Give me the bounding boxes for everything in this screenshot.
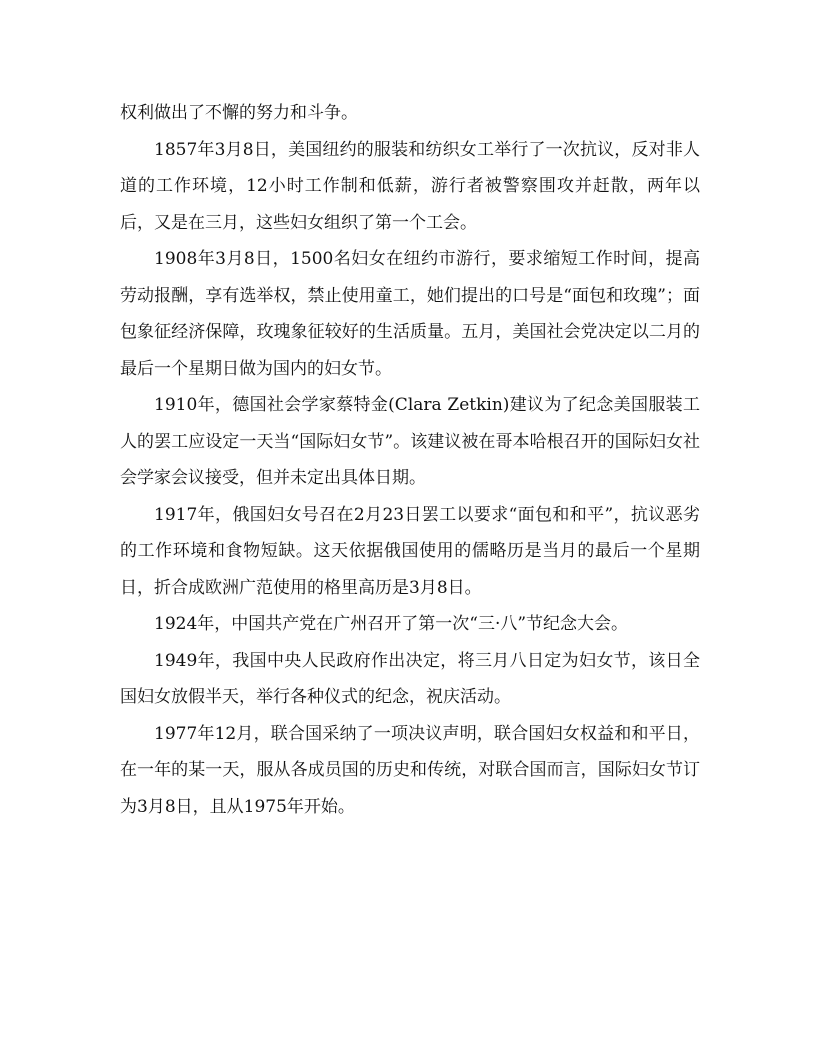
- paragraph-1910: 1910年，德国社会学家蔡特金(Clara Zetkin)建议为了纪念美国服装工人的罢工应设定一天当“国际妇女节”。该建议被在哥本哈根召开的国际妇女社会学家会议接受，但并未定出具体日期。: [120, 395, 700, 488]
- document-page: [120, 95, 700, 825]
- paragraph-continuation: 权利做出了不懈的努力和斗争。: [120, 103, 358, 123]
- paragraph-1949: 1949年，我国中央人民政府作出决定，将三月八日定为妇女节，该日全国妇女放假半天，举行各种仪式的纪念，祝庆活动。: [120, 650, 700, 707]
- paragraph-1977: 1977年12月，联合国采纳了一项决议声明，联合国妇女权益和和平日，在一年的某一天，服从各成员国的历史和传统，对联合国而言，国际妇女节订为3月8日，且从1975年开始。: [120, 723, 700, 817]
- paragraph-1908: 1908年3月8日，1500名妇女在纽约市游行，要求缩短工作时间，提高劳动报酬，享有选举权，禁止使用童工，她们提出的口号是“面包和玫瑰”；面包象征经济保障，玫瑰象征较好的生活质量。五月，美国社会党决定以二月的最后一个星期日做为国内的妇女节。: [120, 249, 700, 379]
- paragraph-1917: 1917年，俄国妇女号召在2月23日罢工以要求“面包和和平”，抗议恶劣的工作环境和食物短缺。这天依据俄国使用的儒略历是当月的最后一个星期日，折合成欧洲广范使用的格里高历是3月8日。: [120, 504, 700, 598]
- paragraph-1924: 1924年，中国共产党在广州召开了第一次“三·八”节纪念大会。: [154, 614, 629, 634]
- paragraph-1857: 1857年3月8日，美国纽约的服装和纺织女工举行了一次抗议，反对非人道的工作环境，12小时工作制和低薪，游行者被警察围攻并赶散，两年以后，又是在三月，这些妇女组织了第一个工会。: [120, 139, 700, 233]
